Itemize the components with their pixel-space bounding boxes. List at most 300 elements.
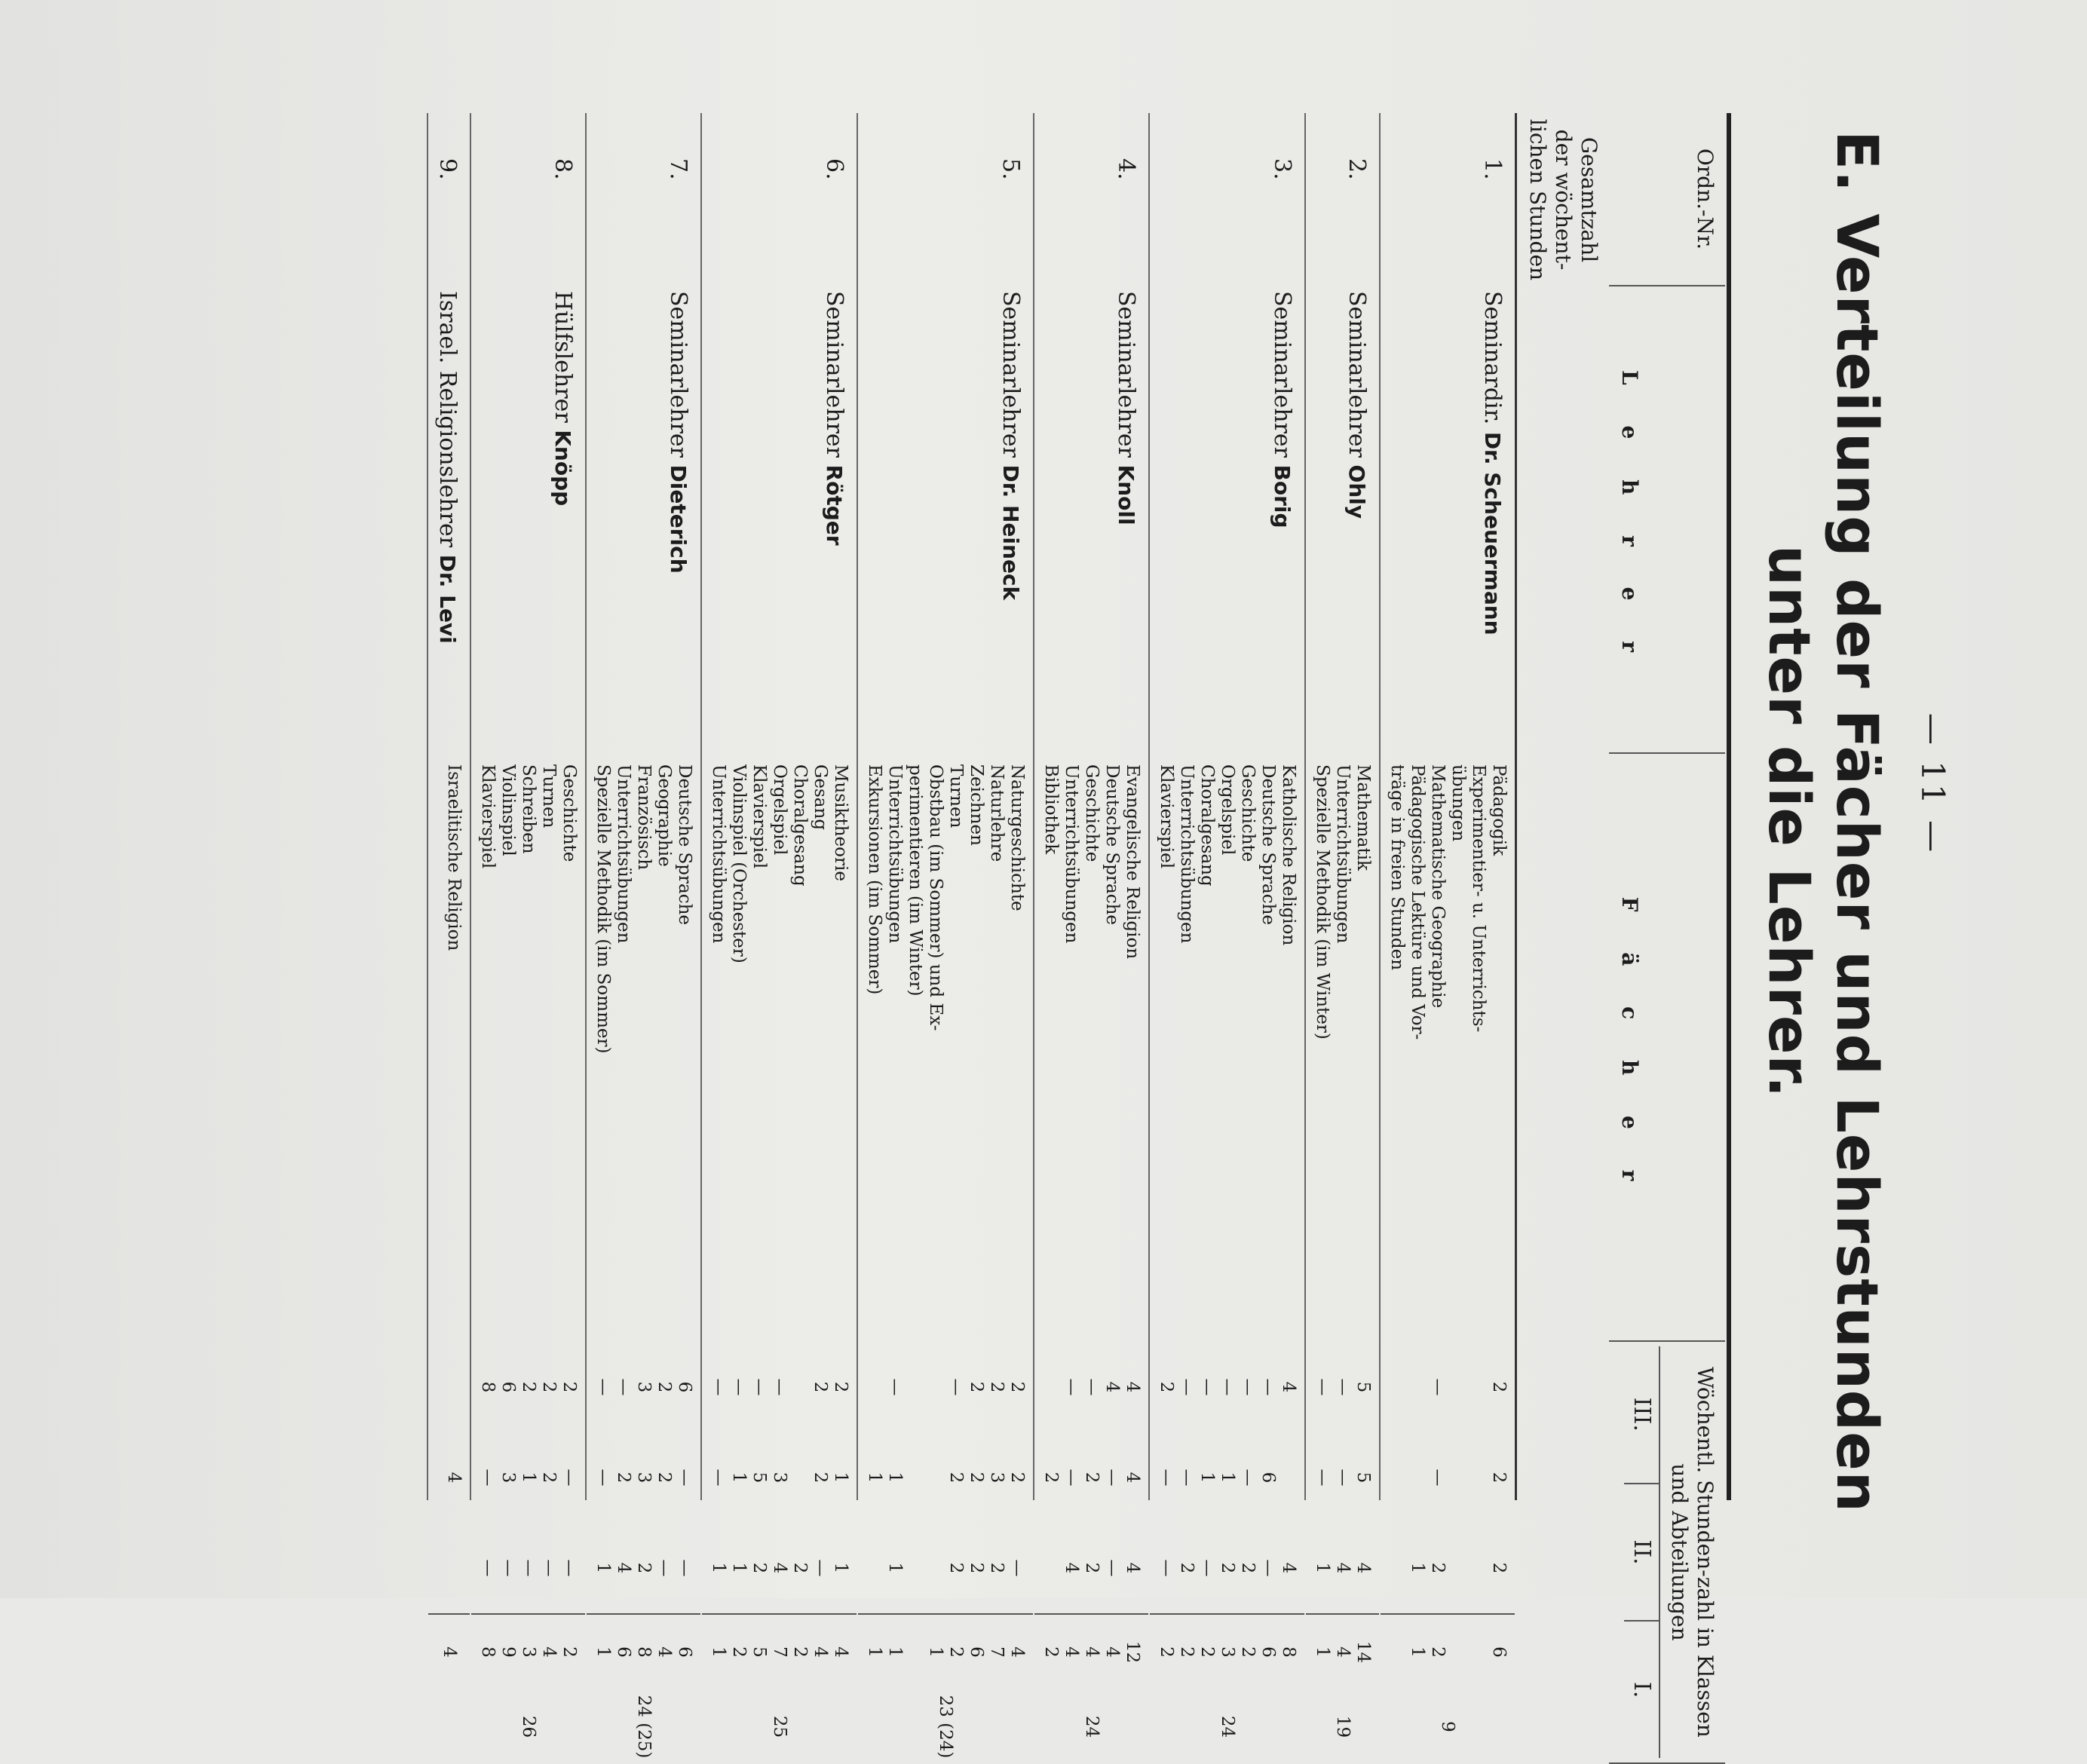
- teacher-name: [1381, 286, 1515, 754]
- subject-item: Klavierspiel: [1157, 764, 1176, 869]
- hours-value: [1407, 1432, 1427, 1523]
- total-value: 1: [885, 1646, 905, 1658]
- total-value: 2: [1041, 1646, 1061, 1658]
- document-title: [1755, 106, 1891, 1538]
- hours-column-i: [1312, 1523, 1373, 1613]
- subject-item: Turnen: [946, 764, 966, 828]
- distribution-table: [427, 113, 1725, 1759]
- hours-value: [1468, 1523, 1488, 1613]
- total-list: [477, 1615, 579, 1689]
- hours-value: 2: [539, 1381, 559, 1393]
- hours-column-iii: [477, 1342, 579, 1432]
- hours-value: —: [1082, 1378, 1102, 1396]
- hours-value: —: [1258, 1559, 1278, 1577]
- total-sum: 25: [770, 1715, 789, 1738]
- hours-column-ii: [1040, 1432, 1142, 1523]
- hours-column-iii: [708, 1342, 850, 1432]
- total-value: 2: [1157, 1646, 1176, 1658]
- hours-value: 3: [987, 1472, 1007, 1484]
- subject-list: [1034, 754, 1148, 1342]
- table-row: [585, 113, 700, 1759]
- total-value: 4: [1007, 1646, 1027, 1658]
- teacher-name: [1150, 286, 1304, 754]
- subject-item: Klavierspiel: [749, 764, 769, 869]
- hours-value: —: [593, 1468, 613, 1487]
- subject-item: Violinspiel: [498, 764, 518, 856]
- hours-value: [905, 1342, 925, 1432]
- subject-item: Musiktheorie: [831, 764, 850, 881]
- header-class-i: I.: [1629, 1681, 1655, 1698]
- subject-item: Geschichte: [559, 764, 579, 862]
- total-hours: [471, 1613, 585, 1764]
- hours-value: 2: [987, 1381, 1007, 1393]
- hours-value: —: [593, 1378, 613, 1396]
- teacher-title: Seminarlehrer: [1113, 291, 1139, 465]
- hours-value: [1407, 1342, 1427, 1432]
- hours-value: 1: [885, 1472, 905, 1484]
- teacher-title: Seminarlehrer: [1269, 291, 1295, 465]
- hours-value: 5: [1353, 1381, 1373, 1393]
- hours-grid: [1034, 1342, 1148, 1613]
- total-value: 12: [1123, 1640, 1142, 1664]
- hours-value: 4: [1123, 1381, 1142, 1393]
- hours-value: 2: [1082, 1472, 1102, 1484]
- hours-value: 4: [1062, 1562, 1081, 1574]
- hours-grid: [587, 1342, 700, 1613]
- hours-column-i: [864, 1523, 1027, 1613]
- total-hours: [702, 1613, 857, 1764]
- subject-item: Schreiben: [519, 764, 538, 854]
- hours-value: —: [1428, 1378, 1448, 1396]
- hours-value: 3: [634, 1381, 654, 1393]
- subject-item: Exkursionen (im Sommer): [865, 764, 884, 995]
- teacher-name: [1034, 286, 1148, 754]
- hours-grid: [702, 1342, 857, 1613]
- teacher-name: [1306, 286, 1379, 754]
- teacher-title: Israel. Religionslehrer: [434, 291, 461, 555]
- total-value: 1: [865, 1646, 884, 1658]
- subject-item: träge in freien Stunden: [1387, 764, 1407, 971]
- hours-value: 2: [987, 1562, 1007, 1574]
- hours-value: —: [1428, 1468, 1448, 1487]
- subject-item: Choralgesang: [1197, 764, 1217, 887]
- hours-column-ii: [708, 1432, 850, 1523]
- hours-value: —: [1062, 1378, 1081, 1396]
- total-value: 1: [709, 1646, 728, 1658]
- teacher-surname: Knoll: [1114, 464, 1139, 525]
- hours-value: 1: [831, 1562, 850, 1574]
- total-hours: [858, 1613, 1033, 1764]
- hours-value: [1387, 1342, 1407, 1432]
- hours-column-ii: [593, 1432, 694, 1523]
- total-value: 8: [478, 1646, 498, 1658]
- hours-value: 2: [1489, 1562, 1509, 1574]
- total-hours: [428, 1613, 470, 1764]
- total-value: 7: [987, 1646, 1007, 1658]
- total-value: 3: [1218, 1646, 1237, 1658]
- hours-grid: [428, 1342, 470, 1613]
- hours-value: 4: [444, 1472, 464, 1484]
- hours-value: 8: [478, 1381, 498, 1393]
- hours-value: 6: [675, 1381, 694, 1393]
- hours-value: 2: [1428, 1562, 1448, 1574]
- teacher-name: [858, 286, 1033, 754]
- total-hours: [1306, 1613, 1379, 1764]
- hours-value: 1: [1197, 1472, 1217, 1484]
- header-class-ii: II.: [1624, 1484, 1659, 1622]
- hours-value: [925, 1342, 945, 1432]
- row-number: 1.: [1479, 158, 1506, 180]
- hours-value: [925, 1432, 945, 1523]
- teacher-surname: Borig: [1270, 464, 1295, 528]
- hours-value: 3: [498, 1472, 518, 1484]
- row-number: 7.: [665, 158, 691, 180]
- total-list: [593, 1615, 694, 1689]
- total-value: 4: [1062, 1646, 1081, 1658]
- hours-value: 2: [1007, 1472, 1027, 1484]
- hours-value: 3: [770, 1472, 789, 1484]
- subject-list: [471, 754, 585, 1342]
- hours-column-i: [593, 1523, 694, 1613]
- hours-value: [789, 1342, 810, 1432]
- teacher-surname: Rötger: [822, 464, 847, 546]
- hours-value: [905, 1432, 925, 1523]
- hours-value: 6: [498, 1381, 518, 1393]
- subject-item: Geschichte: [1082, 764, 1102, 862]
- hours-column-i: [434, 1523, 464, 1613]
- total-value: 2: [946, 1646, 966, 1658]
- subject-list: [1150, 754, 1304, 1342]
- subject-list: [1381, 754, 1515, 1342]
- total-value: 4: [654, 1646, 674, 1658]
- hours-value: 2: [654, 1472, 674, 1484]
- hours-value: —: [519, 1559, 538, 1577]
- row-number: 9.: [434, 158, 461, 180]
- total-value: 6: [614, 1646, 633, 1658]
- hours-column-i: [1040, 1523, 1142, 1613]
- subject-item: Katholische Religion: [1279, 764, 1298, 946]
- hours-value: [905, 1523, 925, 1613]
- teacher-surname: Dieterich: [666, 464, 691, 574]
- subject-item: Unterrichtsübungen: [1062, 764, 1081, 944]
- total-value: [905, 1615, 925, 1689]
- row-number: 6.: [821, 158, 847, 180]
- hours-value: —: [709, 1378, 728, 1396]
- hours-value: 1: [865, 1472, 884, 1484]
- total-list: [439, 1615, 459, 1689]
- hours-value: [1448, 1523, 1468, 1613]
- subject-item: Unterrichtsübungen: [1177, 764, 1197, 944]
- total-value: 2: [1238, 1646, 1258, 1658]
- subject-item: Pädagogische Lektüre und Vor-: [1408, 764, 1427, 1040]
- total-hours: [1381, 1613, 1515, 1764]
- hours-value: 2: [559, 1381, 579, 1393]
- title-line-2: unter die Lehrer.: [1756, 544, 1823, 1099]
- hours-value: 2: [1007, 1381, 1027, 1393]
- hours-grid: [471, 1342, 585, 1613]
- hours-value: 1: [1218, 1472, 1237, 1484]
- hours-value: —: [1197, 1378, 1217, 1396]
- total-value: 14: [1353, 1640, 1373, 1664]
- total-list: [1156, 1615, 1298, 1689]
- hours-column-i: [708, 1523, 850, 1613]
- total-list: [1040, 1615, 1142, 1689]
- hours-value: —: [498, 1559, 518, 1577]
- table-row: [857, 113, 1033, 1759]
- total-value: 2: [729, 1646, 749, 1658]
- hours-value: —: [946, 1378, 966, 1396]
- subject-item: Choralgesang: [790, 764, 810, 887]
- subject-item: Unterrichtsübungen: [709, 764, 728, 944]
- hours-value: —: [709, 1468, 728, 1487]
- hours-value: [1448, 1342, 1468, 1432]
- hours-value: [443, 1342, 464, 1432]
- total-value: 2: [790, 1646, 810, 1658]
- hours-value: [1278, 1432, 1298, 1523]
- subject-item: Pädagogik: [1489, 764, 1509, 856]
- hours-column-ii: [434, 1432, 464, 1523]
- hours-value: 4: [1123, 1472, 1142, 1484]
- total-value: 5: [749, 1646, 769, 1658]
- subject-item: Bibliothek: [1041, 764, 1061, 855]
- hours-value: —: [770, 1378, 789, 1396]
- hours-column-iii: [864, 1342, 1027, 1432]
- table-row: [1148, 113, 1304, 1738]
- total-sum: 24: [1218, 1715, 1237, 1738]
- hours-value: [443, 1523, 464, 1613]
- subject-item: Unterrichtsübungen: [614, 764, 633, 944]
- hours-column-i: [1387, 1523, 1509, 1613]
- total-value: 8: [634, 1646, 654, 1658]
- table-row: [1304, 113, 1379, 1738]
- hours-value: 4: [1279, 1381, 1298, 1393]
- subject-item: Unterrichtsübungen: [1333, 764, 1353, 944]
- row-number: 2.: [1344, 158, 1370, 180]
- total-value: 1: [593, 1646, 613, 1658]
- subject-item: Naturlehre: [987, 764, 1007, 862]
- table-body: [427, 113, 1515, 1759]
- hours-value: [864, 1523, 884, 1613]
- teacher-surname: Ohly: [1344, 464, 1369, 519]
- total-sum: 24: [1082, 1715, 1102, 1738]
- subject-item: Zeichnen: [967, 764, 986, 846]
- hours-value: 4: [1353, 1562, 1373, 1574]
- total-value: 2: [1177, 1646, 1197, 1658]
- hours-value: 2: [634, 1562, 654, 1574]
- hours-value: —: [654, 1559, 674, 1577]
- hours-value: 2: [539, 1472, 559, 1484]
- hours-value: 1: [885, 1562, 905, 1574]
- subject-item: übungen: [1448, 764, 1468, 842]
- hours-value: —: [1197, 1559, 1217, 1577]
- subject-list: [702, 754, 857, 1342]
- hours-value: 5: [749, 1472, 769, 1484]
- total-value: 4: [1333, 1646, 1353, 1658]
- hours-value: 2: [1218, 1562, 1237, 1574]
- subject-item: Deutsche Sprache: [675, 764, 694, 926]
- hours-value: 1: [593, 1562, 613, 1574]
- total-sum: 9: [1438, 1721, 1458, 1732]
- hours-value: 2: [831, 1381, 850, 1393]
- total-value: 7: [770, 1646, 789, 1658]
- hours-value: —: [559, 1559, 579, 1577]
- total-value: 1: [1313, 1646, 1332, 1658]
- hours-grid: [858, 1342, 1033, 1613]
- hours-value: —: [478, 1559, 498, 1577]
- subject-item: Spezielle Methodik (im Sommer): [593, 764, 613, 1054]
- hours-value: [1468, 1432, 1488, 1523]
- hours-column-iii: [1156, 1342, 1298, 1432]
- table-row: [1379, 113, 1515, 1732]
- subject-item: Violinspiel (Orchester): [729, 764, 749, 963]
- teacher-name: [702, 286, 857, 754]
- teacher-name: [587, 286, 700, 754]
- hours-value: 2: [811, 1472, 830, 1484]
- hours-value: —: [885, 1378, 905, 1396]
- hours-value: 2: [790, 1562, 810, 1574]
- hours-value: 2: [519, 1381, 538, 1393]
- hours-value: —: [1333, 1378, 1353, 1396]
- hours-value: 2: [1177, 1562, 1197, 1574]
- hours-value: 2: [654, 1381, 674, 1393]
- hours-value: 1: [519, 1472, 538, 1484]
- total-hours: [1150, 1613, 1304, 1764]
- header-lehrer: L e h r e r: [1609, 286, 1725, 754]
- subject-item: Naturgeschichte: [1007, 764, 1027, 911]
- teacher-surname: Dr. Scheuermann: [1480, 431, 1505, 635]
- hours-grid: [1150, 1342, 1304, 1613]
- total-value: 2: [1197, 1646, 1217, 1658]
- subject-item: Orgelspiel: [770, 764, 789, 856]
- table-row: [700, 113, 857, 1738]
- hours-value: 4: [1123, 1562, 1142, 1574]
- total-sum: 26: [519, 1715, 538, 1738]
- subject-item: Deutsche Sprache: [1258, 764, 1278, 926]
- hours-value: [1040, 1342, 1061, 1432]
- total-value: 4: [1082, 1646, 1102, 1658]
- hours-column-iii: [593, 1342, 694, 1432]
- hours-value: 2: [1489, 1472, 1509, 1484]
- hours-value: 4: [614, 1562, 633, 1574]
- hours-value: —: [675, 1468, 694, 1487]
- hours-value: 2: [614, 1472, 633, 1484]
- subject-item: Geschichte: [1238, 764, 1258, 862]
- hours-value: 2: [1238, 1562, 1258, 1574]
- hours-grid: [1306, 1342, 1379, 1613]
- hours-value: 2: [811, 1381, 830, 1393]
- subject-item: Klavierspiel: [478, 764, 498, 869]
- header-ordn: Ordn.-Nr.: [1609, 113, 1725, 286]
- hours-column-i: [477, 1523, 579, 1613]
- hours-value: 3: [634, 1472, 654, 1484]
- total-value: 2: [559, 1646, 579, 1658]
- hours-value: —: [478, 1468, 498, 1487]
- hours-value: 2: [749, 1562, 769, 1574]
- total-list: [1312, 1615, 1373, 1689]
- hours-column-ii: [1387, 1432, 1509, 1523]
- subject-item: Experimentier- u. Unterrichts-: [1469, 764, 1488, 1033]
- hours-value: 1: [1313, 1562, 1332, 1574]
- hours-value: 1: [709, 1562, 728, 1574]
- hours-column-i: [1156, 1523, 1298, 1613]
- subject-list: [858, 754, 1033, 1342]
- hours-value: 6: [1258, 1472, 1278, 1484]
- page-number: — 11 —: [1914, 712, 1951, 856]
- total-value: 9: [498, 1646, 518, 1658]
- table-header: [1515, 113, 1725, 1738]
- hours-value: 4: [1333, 1562, 1353, 1574]
- title-line-1: E. Verteilung der Fächer und Lehrstunden: [1824, 130, 1891, 1513]
- hours-value: [1448, 1432, 1468, 1523]
- total-value: 2: [1428, 1646, 1448, 1658]
- hours-value: —: [811, 1559, 830, 1577]
- subject-item: Evangelische Religion: [1123, 764, 1142, 960]
- teacher-name: [471, 286, 585, 754]
- total-value: 6: [1489, 1646, 1509, 1658]
- row-number: 5.: [998, 158, 1024, 180]
- hours-value: —: [1177, 1468, 1197, 1487]
- hours-value: —: [1238, 1468, 1258, 1487]
- total-value: 4: [831, 1646, 850, 1658]
- hours-value: —: [1102, 1559, 1122, 1577]
- hours-column-ii: [1156, 1432, 1298, 1523]
- total-sum: 23 (24): [936, 1695, 956, 1759]
- header-hours: [1609, 1342, 1725, 1764]
- hours-value: —: [1102, 1468, 1122, 1487]
- total-sum: 24 (25): [634, 1695, 654, 1759]
- subject-item: perimentieren (im Winter): [906, 764, 925, 997]
- hours-value: 4: [1102, 1381, 1122, 1393]
- teacher-title: Hülfslehrer: [550, 291, 576, 430]
- subject-item: Orgelspiel: [1218, 764, 1237, 856]
- row-number: 8.: [550, 158, 576, 180]
- hours-value: —: [1062, 1468, 1081, 1487]
- table-row: [427, 113, 470, 1658]
- hours-column-iii: [1387, 1342, 1509, 1432]
- hours-value: 1: [831, 1472, 850, 1484]
- hours-value: —: [1157, 1559, 1176, 1577]
- hours-value: 1: [729, 1562, 749, 1574]
- total-value: 4: [811, 1646, 830, 1658]
- hours-value: [1387, 1523, 1407, 1613]
- hours-value: 1: [1408, 1562, 1427, 1574]
- teacher-title: Seminarlehrer: [665, 291, 691, 465]
- total-value: [1387, 1615, 1407, 1689]
- total-hours: [587, 1613, 700, 1764]
- subject-item: Turnen: [539, 764, 559, 828]
- hours-column-iii: [1040, 1342, 1142, 1432]
- hours-column-ii: [477, 1432, 579, 1523]
- hours-value: 2: [1489, 1381, 1509, 1393]
- hours-value: [1468, 1342, 1488, 1432]
- hours-value: —: [1313, 1378, 1332, 1396]
- total-list: [1387, 1615, 1509, 1689]
- hours-value: 4: [770, 1562, 789, 1574]
- total-list: [708, 1615, 850, 1689]
- subject-item: Spezielle Methodik (im Winter): [1313, 764, 1332, 1040]
- hours-value: [864, 1342, 884, 1432]
- table-row: [470, 113, 585, 1738]
- subject-item: Deutsche Sprache: [1102, 764, 1122, 926]
- subject-item: Gesang: [811, 764, 830, 831]
- hours-value: 2: [967, 1381, 986, 1393]
- hours-column-iii: [1312, 1342, 1373, 1432]
- hours-value: —: [539, 1559, 559, 1577]
- header-hours-label: Wöchentl. Stunden-zahl in Klassen und Abteilungen: [1667, 1367, 1718, 1738]
- total-list: [864, 1615, 1027, 1689]
- teacher-title: Seminarlehrer: [1344, 291, 1370, 465]
- teacher-surname: Dr. Levi: [435, 554, 460, 644]
